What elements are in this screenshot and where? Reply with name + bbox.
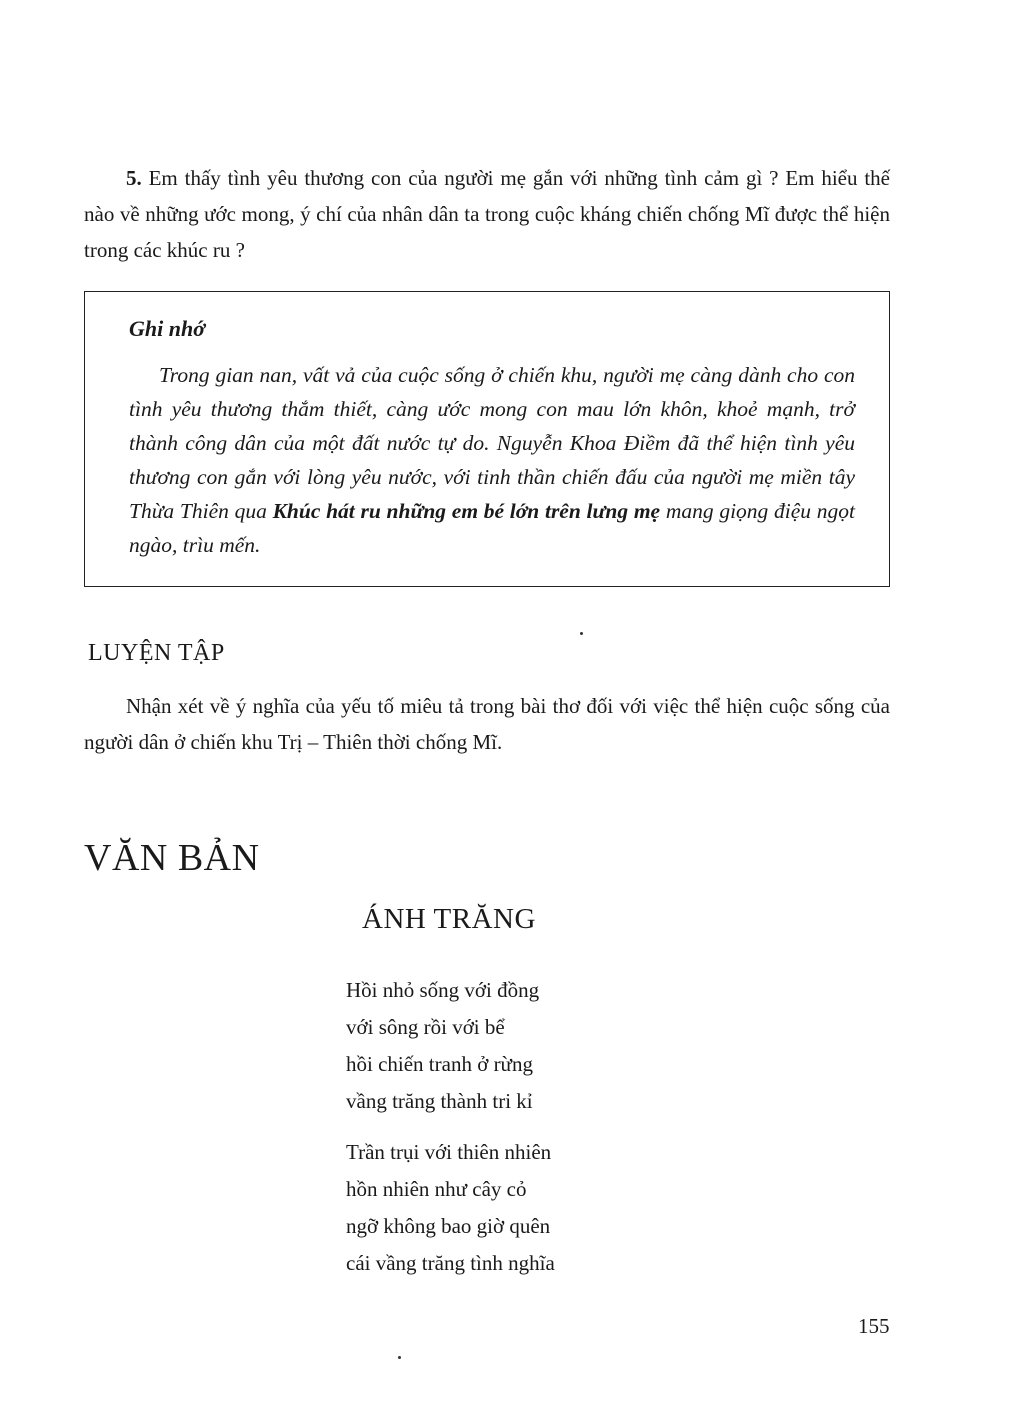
- scan-speck: [580, 632, 583, 635]
- poem-line: vầng trăng thành tri kỉ: [346, 1089, 533, 1113]
- poem-line: Trần trụi với thiên nhiên: [346, 1140, 552, 1164]
- poem-line: ngỡ không bao giờ quên: [346, 1214, 551, 1238]
- ghi-nho-body: [129, 358, 855, 562]
- ghi-nho-body-end: mang giọng điệu ngọt ngào, trìu mến.: [129, 499, 855, 557]
- poem-line: hồn nhiên như cây cỏ: [346, 1177, 527, 1201]
- luyen-tap-text: Nhận xét về ý nghĩa của yếu tố miêu tả trong bài thơ đối với việc thể hiện cuộc sống của người dân ở chiến khu Trị – Thiên thời chống Mĩ.: [84, 694, 890, 754]
- question-5: [84, 160, 890, 268]
- poem-line: với sông rồi với bể: [346, 1015, 505, 1039]
- luyen-tap-heading: LUYỆN TẬP: [88, 640, 225, 666]
- ghi-nho-poem-name: Khúc hát ru những em bé lớn trên lưng mẹ: [272, 499, 661, 523]
- scan-speck: [398, 1356, 401, 1359]
- question-number: 5.: [126, 166, 142, 190]
- poem-stanza-2: [346, 1134, 555, 1282]
- poem-title: ÁNH TRĂNG: [362, 903, 536, 935]
- question-text: Em thấy tình yêu thương con của người mẹ gắn với những tình cảm gì ? Em hiểu thế nào về những ước mong, ý chí của nhân dân ta trong cuộc kháng chiến chống Mĩ được thể hiện trong các khúc ru ?: [84, 166, 891, 262]
- page-number: 155: [858, 1314, 890, 1338]
- van-ban-heading: VĂN BẢN: [84, 837, 260, 879]
- poem-line: Hồi nhỏ sống với đồng: [346, 978, 540, 1002]
- poem-stanza-1: [346, 972, 539, 1120]
- poem-line: cái vầng trăng tình nghĩa: [346, 1251, 555, 1275]
- ghi-nho-box: [84, 291, 890, 587]
- ghi-nho-title: Ghi nhớ: [129, 316, 206, 341]
- poem-line: hồi chiến tranh ở rừng: [346, 1052, 533, 1076]
- ghi-nho-body-start: Trong gian nan, vất vả của cuộc sống ở chiến khu, người mẹ càng dành cho con tình yêu thương thắm thiết, càng ước mong con mau lớn khôn, khoẻ mạnh, trở thành công dân của một đất nước tự do. Nguyễn Khoa Điềm đã thể hiện tình yêu thương con gắn với lòng yêu nước, với tinh thần chiến đấu của người mẹ miền tây Thừa Thiên qua: [129, 363, 855, 523]
